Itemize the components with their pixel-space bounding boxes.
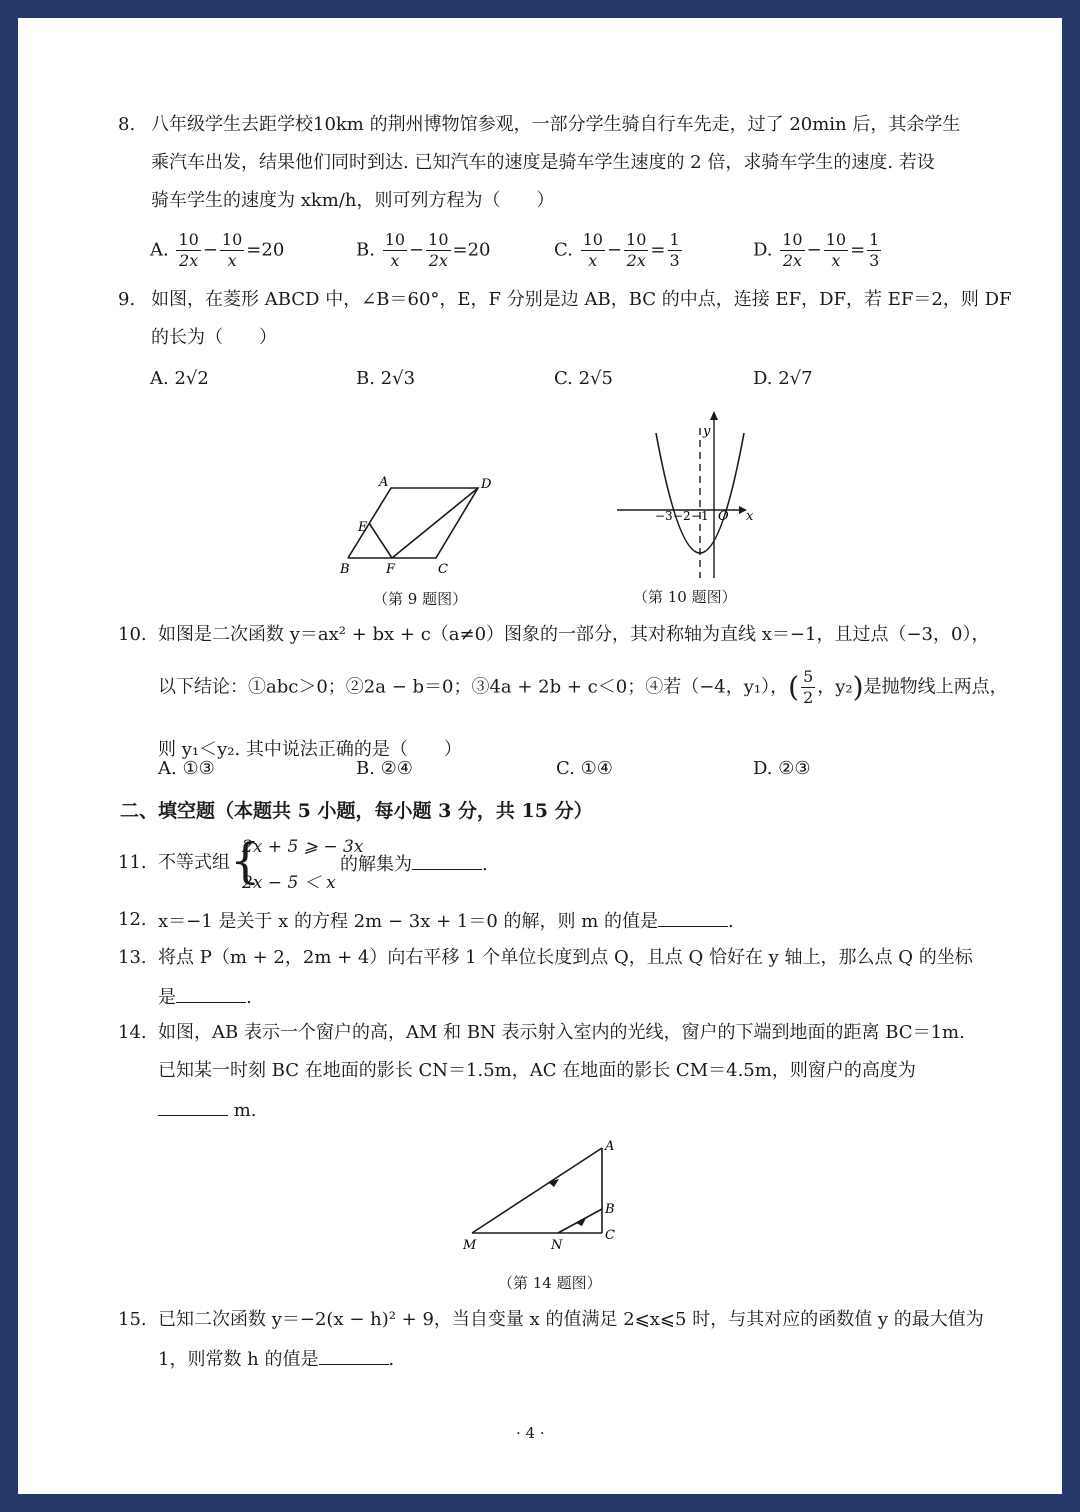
rhs: =20 (452, 239, 491, 261)
q10-line2 (158, 667, 1008, 708)
denominator: x (588, 251, 598, 270)
label-b: B (340, 562, 350, 573)
answer-blank[interactable] (319, 1346, 389, 1365)
answer-blank[interactable] (176, 984, 246, 1003)
label-m: M (463, 1238, 477, 1253)
paren-left: ( (788, 670, 800, 704)
label-n: N (551, 1238, 563, 1253)
q13-line1: 将点 P（m + 2，2m + 4）向右平移 1 个单位长度到点 Q，且点 Q 恰好在 y 轴上，那么点 Q 的坐标 (158, 947, 973, 968)
q8-option-c-label: C. (554, 239, 573, 261)
q8-option-d-label: D. (753, 239, 773, 261)
denominator: 2 (803, 688, 814, 707)
q8-option-c: C. $\frac{10}{x}$ − $\frac{10}{2x}$ = $\frac{1}{3}$ (554, 230, 680, 270)
q8-option-a: A. $\frac{10}{2x}$ − $\frac{10}{x}$ =20 (150, 230, 285, 270)
denominator: 2x (626, 251, 646, 270)
q14-line1: 如图，AB 表示一个窗户的高，AM 和 BN 表示射入室内的光线，窗户的下端到地面的距离 BC＝1m. (158, 1022, 965, 1043)
q9-option-c: C. 2√5 (554, 368, 613, 389)
q11-suffix (340, 851, 488, 877)
fraction (780, 230, 804, 271)
figure-9-rhombus (328, 453, 508, 573)
denominator: 3 (669, 251, 680, 270)
q9-line1: 如图，在菱形 ABCD 中，∠B＝60°，E，F 分别是边 AB，BC 的中点，连接 EF，DF，若 EF＝2，则 DF (151, 289, 1012, 310)
label-e: E (358, 520, 368, 535)
x-label: x (746, 509, 753, 524)
numerator: 10 (782, 230, 803, 249)
q13-end: . (246, 987, 252, 1008)
fraction (867, 230, 881, 271)
q10-option-a: A. ①③ (158, 758, 215, 779)
fraction (581, 230, 605, 271)
fraction (176, 230, 200, 271)
q9-option-b: B. 2√3 (356, 368, 416, 389)
denominator: 2x (428, 251, 448, 270)
fraction (668, 230, 682, 271)
q13-line2 (158, 984, 252, 1010)
q8-line3: 骑车学生的速度为 xkm/h，则可列方程为（ ） (151, 190, 555, 211)
q8-option-a-label: A. (150, 239, 169, 261)
section-2-heading: 二、填空题（本题共 5 小题，每小题 3 分，共 15 分） (120, 800, 593, 822)
q8-option-d: D. $\frac{10}{2x}$ − $\frac{10}{x}$ = $\frac{1}{3}$ (753, 230, 880, 270)
q8-line1: 八年级学生去距学校10km 的荆州博物馆参观，一部分学生骑自行车先走，过了 20min 后，其余学生 (151, 114, 961, 135)
q15-line2-text: 1，则常数 h 的值是 (158, 1349, 319, 1370)
fraction (426, 230, 450, 271)
q10-number: 10. (118, 624, 147, 645)
answer-blank[interactable] (158, 1097, 228, 1116)
label-a: A (605, 1139, 615, 1154)
q12-text: x＝−1 是关于 x 的方程 2m − 3x + 1＝0 的解，则 m 的值是 (158, 911, 659, 932)
figure-10-parabola (613, 403, 753, 578)
exam-page (18, 18, 1062, 1494)
q11-inequality-2: 2x − 5 ＜ x (242, 873, 336, 893)
fraction (624, 230, 648, 271)
denominator: 3 (869, 251, 880, 270)
q13-number: 13. (118, 947, 147, 968)
y-axis-arrow (710, 411, 718, 420)
q9-option-a: A. 2√2 (150, 368, 209, 389)
q8-option-b: B. $\frac{10}{x}$ − $\frac{10}{2x}$ =20 (356, 230, 491, 270)
tick-minus2: −2 (673, 509, 691, 523)
q11-inequality-1: 2x + 5 ⩾ − 3x (242, 837, 364, 857)
fraction (220, 230, 244, 271)
q10-line1: 如图是二次函数 y＝ax² + bx + c（a≠0）图象的一部分，其对称轴为直线 x＝−1，且过点（−3，0）， (158, 624, 990, 645)
q15-number: 15. (118, 1309, 147, 1330)
label-c: C (438, 562, 448, 573)
y-label: y (703, 424, 711, 439)
denominator: x (227, 251, 237, 270)
answer-blank[interactable] (412, 851, 482, 870)
rhs: =20 (246, 239, 285, 261)
q11-end: . (482, 854, 488, 875)
segment-ef (369, 523, 392, 558)
label-d: D (481, 477, 492, 492)
q15-line2 (158, 1346, 394, 1372)
q12-line (158, 908, 734, 934)
paren-right: ) (852, 670, 864, 704)
numerator: 10 (626, 230, 647, 249)
tick-minus3: −3 (655, 509, 673, 523)
fraction (824, 230, 848, 271)
q14-number: 14. (118, 1022, 147, 1043)
q8-option-b-label: B. (356, 239, 375, 261)
q15-end: . (388, 1349, 395, 1370)
denominator: 2x (782, 251, 803, 270)
numerator: 5 (803, 667, 814, 686)
rhombus-outline (348, 488, 478, 558)
label-c: C (605, 1228, 615, 1243)
q10-line2-part3: 是抛物线上两点， (863, 676, 1008, 698)
denominator: x (831, 251, 841, 270)
system-brace: { (230, 833, 261, 889)
q11-number: 11. (118, 852, 147, 873)
page-number: · 4 · (516, 1424, 545, 1442)
q10-option-d: D. ②③ (753, 758, 811, 779)
question-11 (118, 833, 918, 893)
segment-df (392, 488, 478, 558)
numerator: 10 (221, 230, 243, 249)
q11-prefix: 不等式组 (158, 852, 230, 873)
numerator: 10 (384, 230, 406, 249)
answer-blank[interactable] (658, 908, 728, 927)
q12-end: . (728, 911, 734, 932)
q9-number: 9. (118, 289, 136, 310)
q14-unit: m. (233, 1100, 257, 1121)
label-b: B (605, 1202, 615, 1217)
q10-option-c: C. ①④ (556, 758, 613, 779)
tick-minus1: −1 (691, 509, 709, 523)
fraction (383, 230, 407, 271)
numerator: 1 (669, 230, 680, 249)
q13-line2-text: 是 (158, 987, 176, 1008)
figure-14-caption: （第 14 题图） (498, 1274, 602, 1292)
q10-line3: 则 y₁＜y₂. 其中说法正确的是（ ） (158, 739, 462, 760)
q15-line1: 已知二次函数 y＝−2(x − h)² + 9，当自变量 x 的值满足 2⩽x⩽5 时，与其对应的函数值 y 的最大值为 (158, 1309, 984, 1330)
numerator: 1 (869, 230, 880, 249)
q10-line2-part2: ，y₂ (817, 676, 853, 698)
q10-line2-part1: 以下结论：①abc＞0；②2a − b＝0；③4a + 2b + c＜0；④若（−4，y₁）， (158, 676, 789, 698)
q9-line2: 的长为（ ） (151, 327, 277, 348)
q9-option-d: D. 2√7 (753, 368, 813, 389)
q14-line3 (158, 1097, 257, 1123)
origin-label: O (718, 509, 729, 524)
q11-suffix-text: 的解集为 (340, 854, 412, 875)
q10-option-b: B. ②④ (356, 758, 413, 779)
fraction (801, 667, 815, 708)
numerator: 10 (428, 230, 449, 249)
figure-14-window-light (458, 1138, 628, 1253)
numerator: 10 (582, 230, 603, 249)
label-a: A (379, 475, 389, 490)
denominator: 2x (179, 251, 199, 270)
q14-line2: 已知某一时刻 BC 在地面的影长 CN＝1.5m，AC 在地面的影长 CM＝4.5m，则窗户的高度为 (158, 1060, 916, 1081)
denominator: x (390, 251, 400, 270)
label-f: F (386, 562, 396, 573)
q12-number: 12. (118, 909, 147, 930)
figure-10-caption: （第 10 题图） (633, 588, 737, 606)
q8-number: 8. (118, 114, 136, 135)
q8-line2: 乘汽车出发，结果他们同时到达. 已知汽车的速度是骑车学生速度的 2 倍，求骑车学生的速度. 若设 (151, 152, 935, 173)
numerator: 10 (825, 230, 847, 249)
numerator: 10 (178, 230, 199, 249)
figure-9-caption: （第 9 题图） (373, 590, 468, 608)
